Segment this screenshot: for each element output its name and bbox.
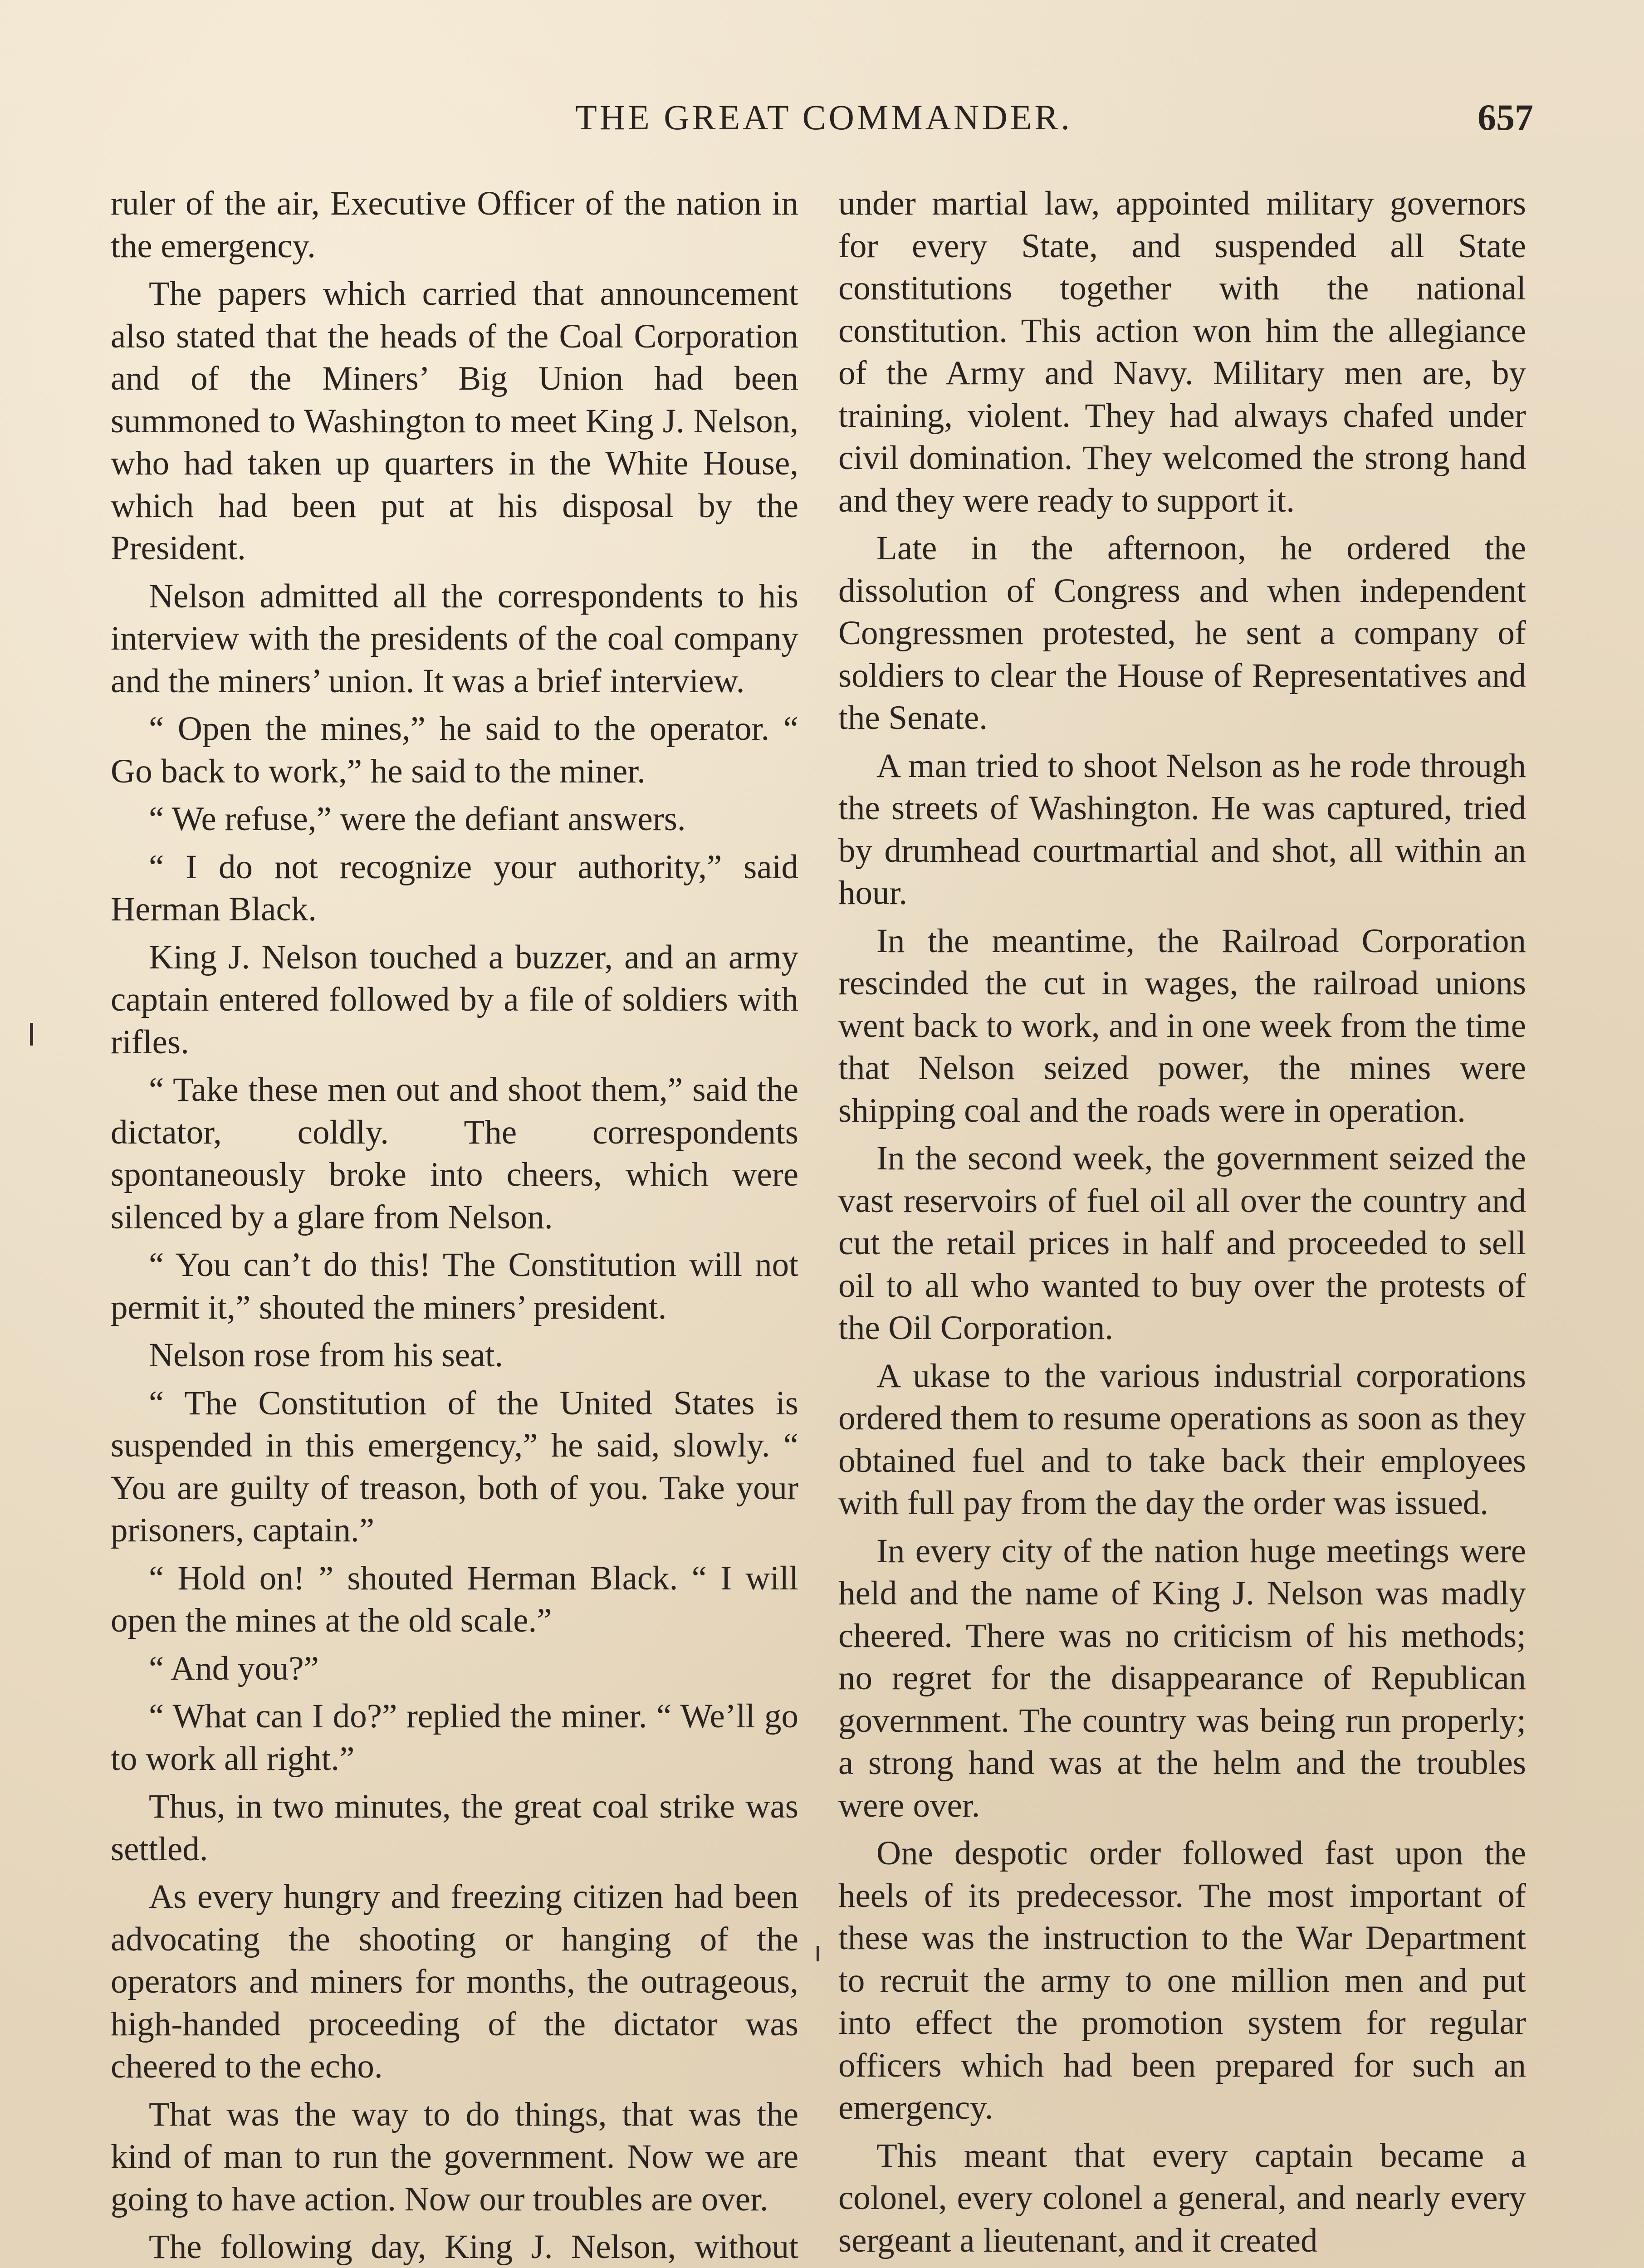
paragraph: This meant that every captain became a colonel, every colonel a general, and nearly every sergeant a lieutenant, and it created bbox=[838, 2136, 1526, 2259]
paragraph: That was the way to do things, that was the kind of man to run the government. Now we are going to have action. Now our troubles are over. bbox=[111, 2095, 798, 2218]
paragraph: “ And you?” bbox=[149, 1649, 319, 1687]
paragraph: The papers which carried that announcement also stated that the heads of the Coal Corporation and of the Miners’ Big Union had been summoned to Washington to meet King J. Nelson, who had taken up quarters in the White House, which had been put at his disposal by the President. bbox=[111, 275, 798, 567]
margin-ink-mark bbox=[817, 1946, 819, 1961]
paragraph: In the second week, the government seized the vast reservoirs of fuel oil all over the country and cut the retail prices in half and proceeded to sell oil to all who wanted to buy over the protests of the Oil Corporation. bbox=[838, 1139, 1526, 1347]
margin-ink-mark bbox=[30, 1023, 33, 1046]
paragraph: King J. Nelson touched a buzzer, and an army captain entered followed by a file of soldiers with rifles. bbox=[111, 938, 798, 1061]
paragraph: “ What can I do?” replied the miner. “ We’ll go to work all right.” bbox=[111, 1697, 798, 1778]
paragraph: Nelson admitted all the correspondents to his interview with the presidents of the coal company and the miners’ union. It was a brief interview. bbox=[111, 577, 798, 700]
paragraph: Nelson rose from his seat. bbox=[149, 1336, 504, 1374]
paragraph: Thus, in two minutes, the great coal strike was settled. bbox=[111, 1788, 798, 1868]
paragraph: As every hungry and freezing citizen had been advocating the shooting or hanging of the operators and miners for months, the outrageous, high-handed proceeding of the dictator was cheered to the echo. bbox=[111, 1878, 798, 2085]
paragraph: “ Take these men out and shoot them,” said the dictator, coldly. The correspondents spontaneously broke into cheers, which were silenced by a glare from Nelson. bbox=[111, 1071, 798, 1236]
running-head-title: THE GREAT COMMANDER. bbox=[575, 98, 1072, 137]
paragraph: “ I do not recognize your authority,” said Herman Black. bbox=[111, 848, 798, 928]
page-number: 657 bbox=[1478, 97, 1533, 138]
paragraph: under martial law, appointed military governors for every State, and suspended all State constitutions together with the national constitution. This action won him the allegiance of the Army and Navy. Military men are, by training, violent. They had always chafed under civil domination. They welcomed the strong hand and they were ready to support it. bbox=[838, 185, 1526, 519]
paragraph: “ Hold on! ” shouted Herman Black. “ I will open the mines at the old scale.” bbox=[111, 1559, 798, 1639]
paragraph: A man tried to shoot Nelson as he rode through the streets of Washington. He was captured, tried by drumhead courtmartial and shot, all within an hour. bbox=[838, 747, 1526, 912]
paragraph: ruler of the air, Executive Officer of the nation in the emergency. bbox=[111, 185, 798, 265]
paragraph: The following day, King J. Nelson, without bbox=[149, 2228, 798, 2266]
paragraph: A ukase to the various industrial corporations ordered them to resume operations as soon as they obtained fuel and to take back their employees with full pay from the day the order was issued. bbox=[838, 1357, 1526, 1522]
paragraph: “ Open the mines,” he said to the operator. “ Go back to work,” he said to the miner. bbox=[111, 710, 798, 790]
left-column bbox=[111, 182, 798, 2268]
paragraph: Late in the afternoon, he ordered the dissolution of Congress and when independent Congressmen protested, he sent a company of soldiers to clear the House of Representatives and the Senate. bbox=[838, 529, 1526, 737]
paragraph: “ We refuse,” were the defiant answers. bbox=[149, 800, 686, 838]
right-column bbox=[838, 182, 1526, 2267]
paragraph: In the meantime, the Railroad Corporation rescinded the cut in wages, the railroad unions went back to work, and in one week from the time that Nelson seized power, the mines were shipping coal and the roads were in operation. bbox=[838, 922, 1526, 1129]
paragraph: “ The Constitution of the United States is suspended in this emergency,” he said, slowly. “ You are guilty of treason, both of you. Take your prisoners, captain.” bbox=[111, 1384, 798, 1549]
paragraph: One despotic order followed fast upon the heels of its predecessor. The most important of these was the instruction to the War Department to recruit the army to one million men and put into effect the promotion system for regular officers which had been prepared for such an emergency. bbox=[838, 1834, 1526, 2126]
paragraph: “ You can’t do this! The Constitution will not permit it,” shouted the miners’ president. bbox=[111, 1246, 798, 1326]
paragraph: In every city of the nation huge meetings were held and the name of King J. Nelson was madly cheered. There was no criticism of his methods; no regret for the disappearance of Republican government. The country was being run properly; a strong hand was at the helm and the troubles were over. bbox=[838, 1532, 1526, 1824]
